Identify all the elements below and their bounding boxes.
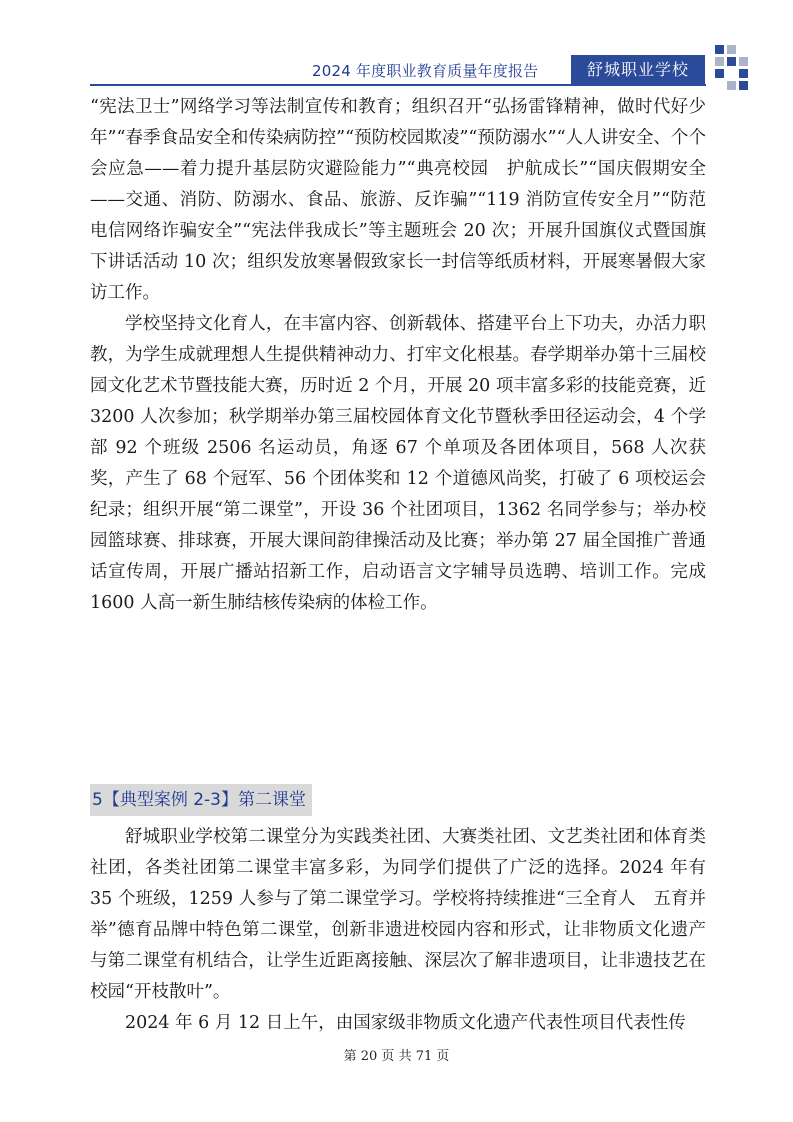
paragraph: 学校坚持文化育人，在丰富内容、创新载体、搭建平台上下功夫，办活力职教，为学生成就理想人生提供精神动力、打牢文化根基。春学期举办第十三届校园文化艺术节暨技能大赛，历时近 2 个月，开展 20 项丰富多彩的技能竞赛，近 3200 人次参加；秋学期举办第三届校园体育文化节暨秋季田径运动会，4 个学部 92 个班级 2506 名运动员，角逐 67 个单项及各团体项目，568 人次获奖，产生了 68 个冠军、56 个团体奖和 12 个道德风尚奖，打破了 6 项校运会纪录；组织开展“第二课堂”，开设 36 个社团项目，1362 名同学参与；举办校园篮球赛、排球赛，开展大课间韵律操活动及比赛；举办第 27 届全国推广普通话宣传周，开展广播站招新工作，启动语言文字辅导员选聘、培训工作。完成 1600 人高一新生肺结核传染病的体检工作。	[90, 314, 706, 613]
paragraph: “宪法卫士”网络学习等法制宣传和教育；组织召开“弘扬雷锋精神，做时代好少年”“春季食品安全和传染病防控”“预防校园欺凌”“预防溺水”“人人讲安全、个个会应急——着力提升基层防灾避险能力”“典亮校园 护航成长”“国庆假期安全——交通、消防、防溺水、食品、旅游、反诈骗”“119 消防宣传安全月”“防范电信网络诈骗安全”“宪法伴我成长”等主题班会 20 次；开展升国旗仪式暨国旗下讲话活动 10 次；组织发放寒暑假致家长一封信等纸质材料，开展寒暑假大家访工作。	[90, 97, 706, 303]
case-heading	[90, 784, 312, 816]
page-footer: 第 20 页 共 71 页	[343, 1049, 450, 1064]
case-content	[90, 822, 706, 1039]
header-rule	[90, 84, 706, 86]
case-heading-text: 5【典型案例 2-3】第二课堂	[90, 784, 312, 816]
report-title: 2024 年度职业教育质量年度报告	[312, 62, 539, 80]
school-name-badge: 舒城职业学校	[571, 55, 705, 85]
paragraph: 舒城职业学校第二课堂分为实践类社团、大赛类社团、文艺类社团和体育类社团，各类社团第二课堂丰富多彩，为同学们提供了广泛的选择。2024 年有 35 个班级，1259 人参与了第二课堂学习。学校将持续推进“三全育人 五育并举”德育品牌中特色第二课堂，创新非遗进校园内容和形式，让非物质文化遗产与第二课堂有机结合，让学生近距离接触、深层次了解非遗项目，让非遗技艺在校园“开枝散叶”。	[90, 827, 706, 1002]
page-header	[0, 0, 793, 90]
paragraph: 2024 年 6 月 12 日上午，由国家级非物质文化遗产代表性项目代表性传	[125, 1013, 686, 1033]
main-content	[90, 92, 706, 619]
